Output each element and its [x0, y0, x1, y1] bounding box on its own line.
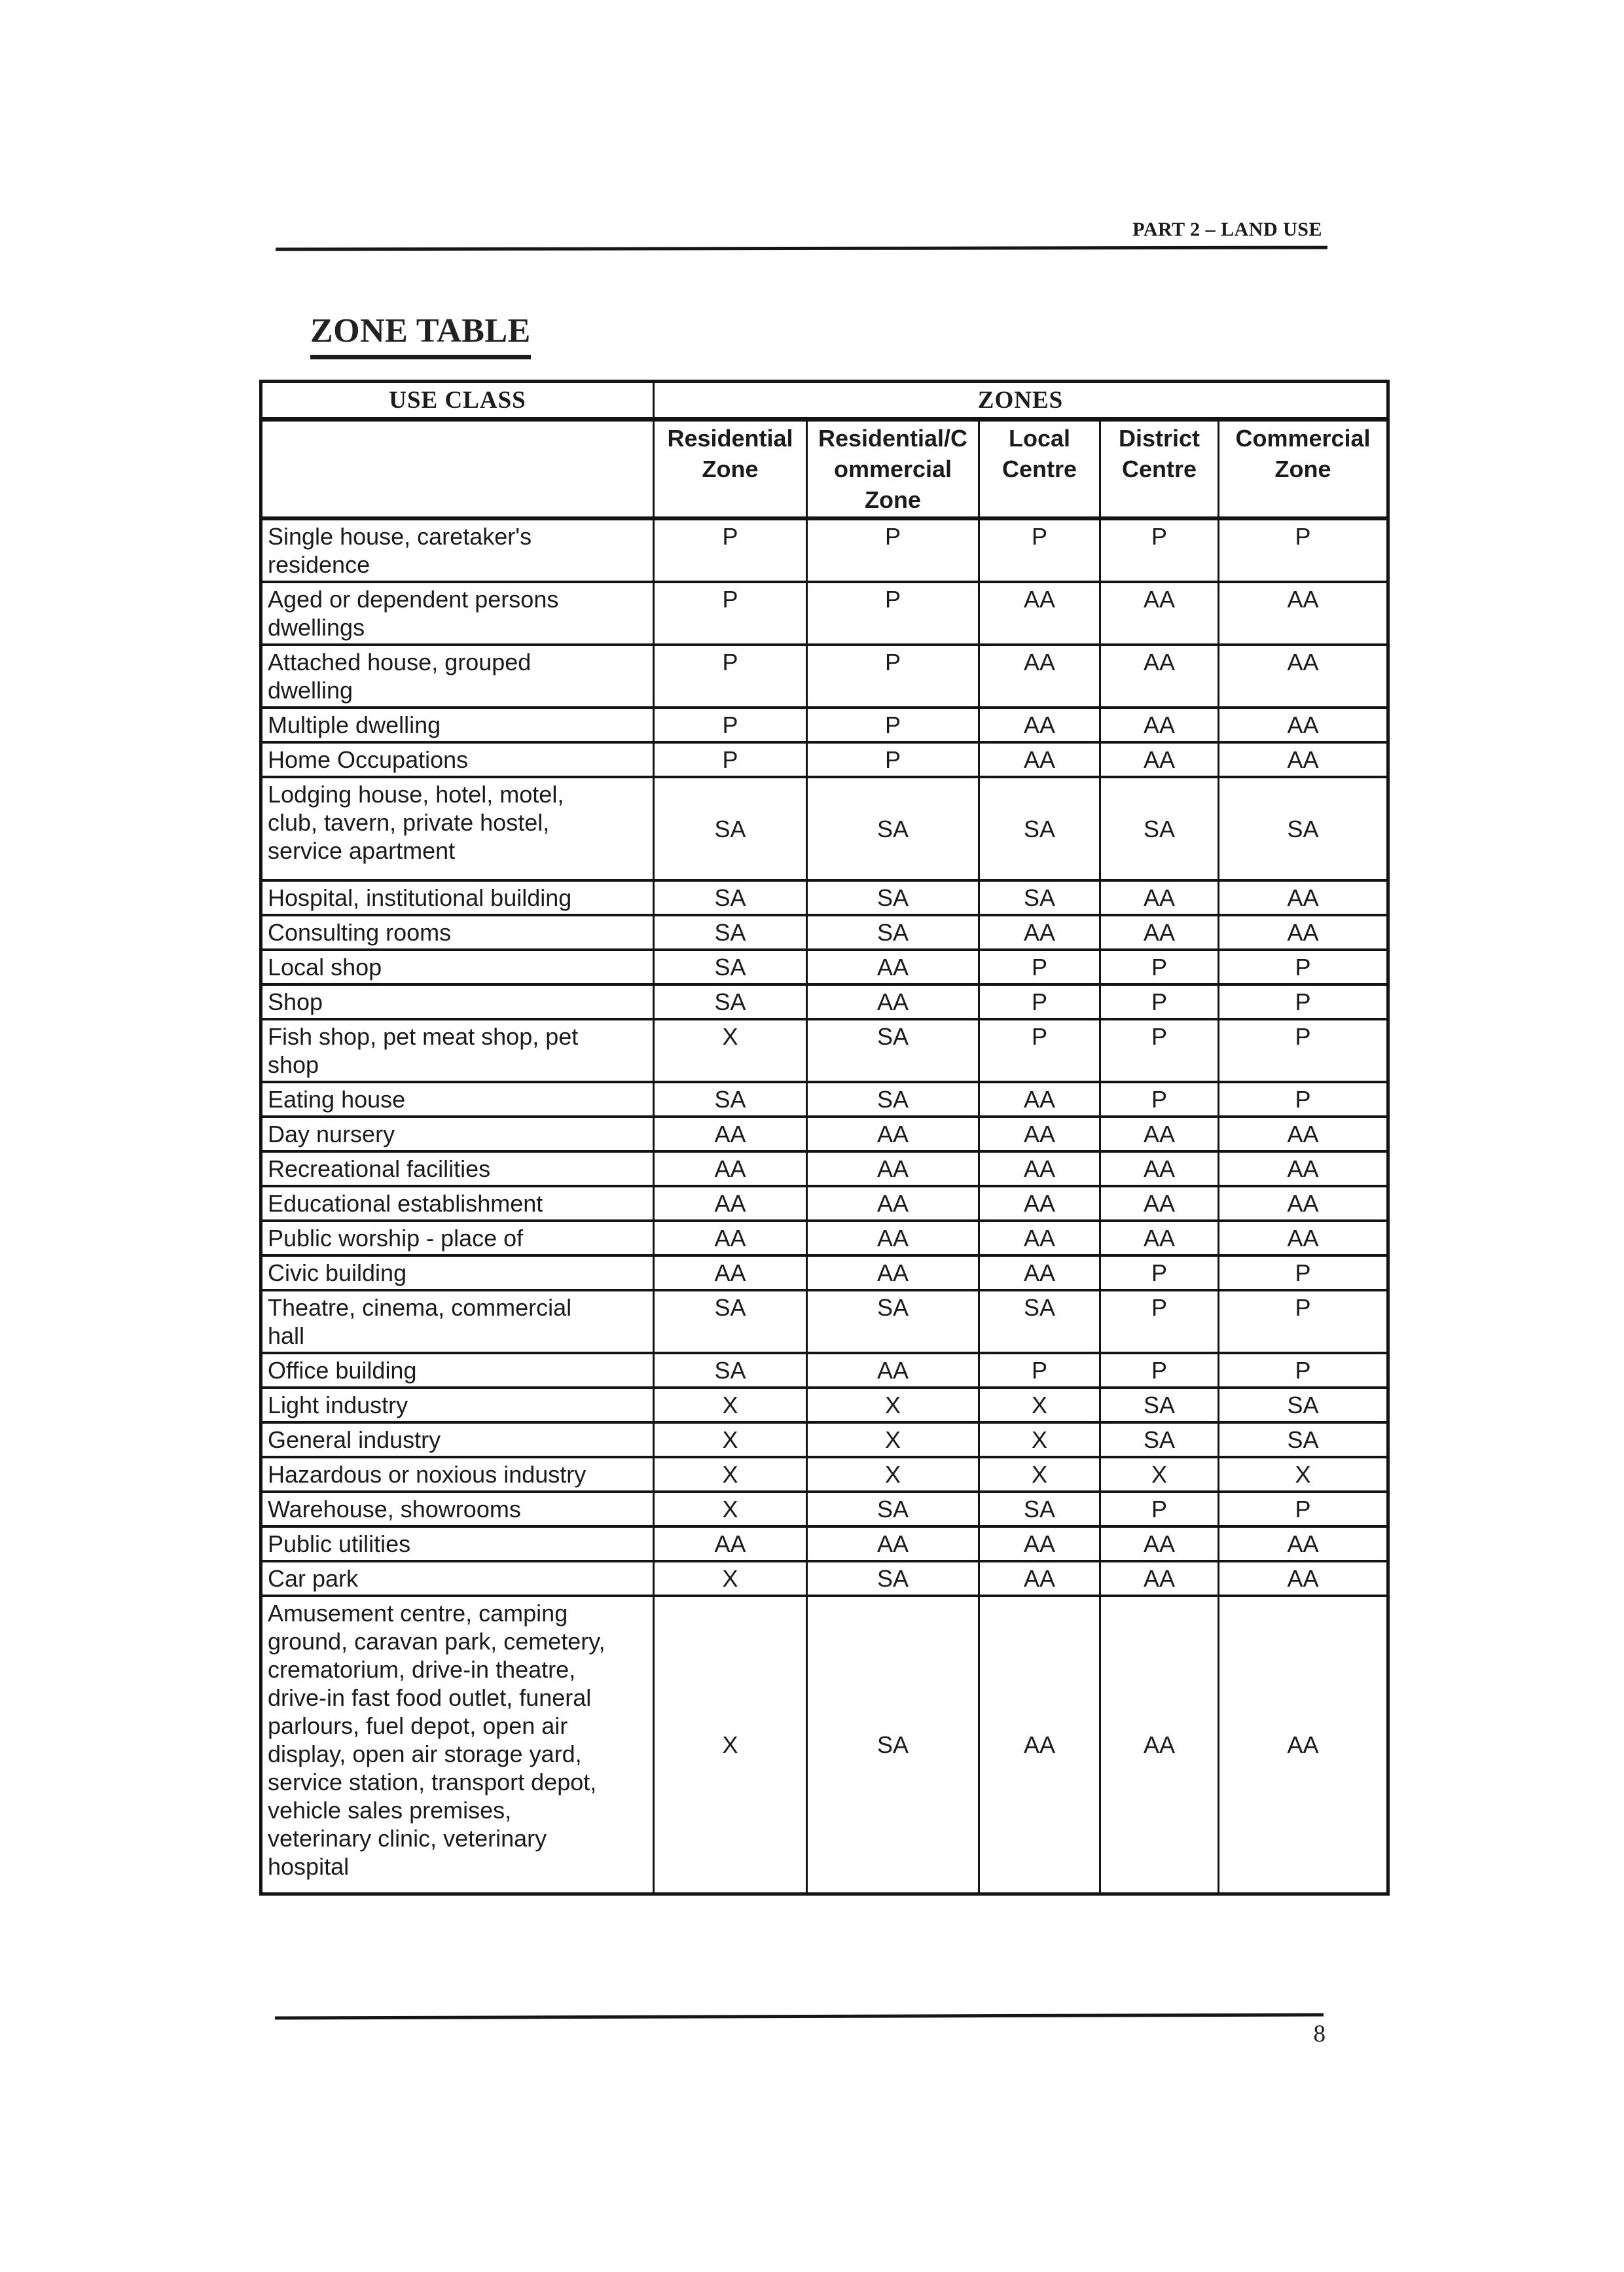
zone-value-cell: SA [807, 1492, 979, 1526]
zone-value-cell: AA [979, 645, 1100, 708]
zone-value-cell: SA [807, 1290, 979, 1353]
use-class-cell: Hazardous or noxious industry [261, 1457, 654, 1492]
table-row [261, 1117, 1388, 1151]
zone-column-header: Commercial Zone [1219, 420, 1388, 519]
zone-value-cell: AA [1100, 1561, 1219, 1596]
zone-value-cell: SA [807, 915, 979, 950]
zone-value-cell: AA [1219, 645, 1388, 708]
empty-header-cell [261, 420, 654, 519]
zone-value-cell: AA [1219, 1561, 1388, 1596]
zone-value-cell: AA [654, 1221, 807, 1255]
zone-value-cell: SA [979, 1290, 1100, 1353]
table-row [261, 1186, 1388, 1221]
zone-value-cell: P [807, 645, 979, 708]
table-row [261, 880, 1388, 915]
zone-value-cell: AA [979, 915, 1100, 950]
zone-value-cell: X [979, 1388, 1100, 1422]
use-class-cell: Consulting rooms [261, 915, 654, 950]
zone-value-cell: P [654, 708, 807, 742]
zone-value-cell: P [1100, 950, 1219, 984]
table-row [261, 645, 1388, 708]
zone-value-cell: AA [979, 1151, 1100, 1186]
use-class-cell: Local shop [261, 950, 654, 984]
zone-value-cell: AA [1100, 582, 1219, 645]
table-row [261, 742, 1388, 777]
zone-value-cell: AA [1219, 1596, 1388, 1894]
zone-value-cell: AA [1100, 880, 1219, 915]
zone-value-cell: P [979, 518, 1100, 582]
zone-value-cell: AA [1100, 915, 1219, 950]
zone-value-cell: P [1219, 1255, 1388, 1290]
zone-value-cell: AA [654, 1526, 807, 1561]
table-header-row [261, 382, 1388, 420]
zone-value-cell: X [979, 1457, 1100, 1492]
zone-value-cell: SA [1219, 777, 1388, 880]
zone-value-cell: AA [979, 582, 1100, 645]
zone-value-cell: P [1100, 518, 1219, 582]
zone-value-cell: SA [654, 950, 807, 984]
zone-value-cell: X [979, 1422, 1100, 1457]
zone-value-cell: P [1219, 518, 1388, 582]
zone-column-header: District Centre [1100, 420, 1219, 519]
use-class-cell: Hospital, institutional building [261, 880, 654, 915]
zone-value-cell: X [1219, 1457, 1388, 1492]
zone-value-cell: AA [807, 1255, 979, 1290]
zone-value-cell: P [979, 1019, 1100, 1082]
running-header: PART 2 – LAND USE [1132, 219, 1322, 240]
zone-value-cell: P [807, 708, 979, 742]
table-row [261, 582, 1388, 645]
zone-value-cell: P [1100, 1255, 1219, 1290]
zone-value-cell: AA [979, 708, 1100, 742]
zone-value-cell: AA [1219, 1151, 1388, 1186]
table-row [261, 708, 1388, 742]
zone-value-cell: AA [1219, 880, 1388, 915]
zone-value-cell: SA [807, 1561, 979, 1596]
zone-value-cell: AA [1219, 1526, 1388, 1561]
table-row [261, 1019, 1388, 1082]
zone-value-cell: P [1100, 1492, 1219, 1526]
zone-value-cell: SA [807, 777, 979, 880]
use-class-cell: Eating house [261, 1082, 654, 1117]
use-class-cell: Single house, caretaker's residence [261, 518, 654, 582]
zone-value-cell: P [1219, 1082, 1388, 1117]
zone-table [259, 380, 1390, 1896]
use-class-cell: Amusement centre, camping ground, caravan park, cemetery, crematorium, drive-in theatre, drive-in fast food outlet, funeral parlours, fuel depot, open air display, open air storage yard, service station, transport depot, vehicle sales premises, veterinary clinic, veterinary hospital [261, 1596, 654, 1894]
zone-value-cell: P [979, 1353, 1100, 1388]
use-class-cell: Educational establishment [261, 1186, 654, 1221]
use-class-cell: Multiple dwelling [261, 708, 654, 742]
zone-value-cell: SA [807, 1082, 979, 1117]
zone-value-cell: AA [1100, 742, 1219, 777]
table-row [261, 1422, 1388, 1457]
zone-value-cell: AA [807, 950, 979, 984]
zone-value-cell: AA [807, 1526, 979, 1561]
zone-value-cell: AA [979, 1526, 1100, 1561]
zone-value-cell: AA [979, 1082, 1100, 1117]
zone-value-cell: X [654, 1422, 807, 1457]
table-row [261, 1151, 1388, 1186]
table-row [261, 1561, 1388, 1596]
zone-value-cell: P [654, 645, 807, 708]
zone-value-cell: SA [654, 1290, 807, 1353]
use-class-cell: Light industry [261, 1388, 654, 1422]
use-class-cell: Recreational facilities [261, 1151, 654, 1186]
zone-value-cell: AA [1100, 1596, 1219, 1894]
use-class-cell: Day nursery [261, 1117, 654, 1151]
zone-value-cell: P [1100, 984, 1219, 1019]
zone-value-cell: AA [654, 1255, 807, 1290]
zone-value-cell: SA [654, 880, 807, 915]
zone-value-cell: SA [807, 1596, 979, 1894]
table-row [261, 1082, 1388, 1117]
zone-column-header: Residential/Commercial Zone [807, 420, 979, 519]
table-row [261, 915, 1388, 950]
zone-value-cell: SA [654, 984, 807, 1019]
use-class-cell: General industry [261, 1422, 654, 1457]
zone-value-cell: AA [1219, 708, 1388, 742]
page-title: ZONE TABLE [310, 312, 531, 359]
use-class-header: USE CLASS [261, 382, 654, 420]
table-row [261, 1596, 1388, 1894]
zone-value-cell: P [979, 984, 1100, 1019]
header-rule [276, 246, 1327, 251]
zone-value-cell: SA [654, 1082, 807, 1117]
footer-rule [275, 2013, 1324, 2019]
zone-value-cell: AA [654, 1151, 807, 1186]
use-class-cell: Aged or dependent persons dwellings [261, 582, 654, 645]
use-class-cell: Attached house, grouped dwelling [261, 645, 654, 708]
zone-value-cell: AA [1219, 1117, 1388, 1151]
zone-value-cell: P [979, 950, 1100, 984]
zone-columns-row [261, 420, 1388, 519]
zone-value-cell: AA [1100, 1526, 1219, 1561]
zone-value-cell: P [1219, 1019, 1388, 1082]
zone-value-cell: P [807, 742, 979, 777]
zone-value-cell: AA [979, 1255, 1100, 1290]
zone-value-cell: X [807, 1422, 979, 1457]
zone-value-cell: P [1100, 1353, 1219, 1388]
use-class-cell: Public utilities [261, 1526, 654, 1561]
zone-value-cell: AA [654, 1186, 807, 1221]
zone-value-cell: P [1219, 1290, 1388, 1353]
table-row [261, 518, 1388, 582]
zone-value-cell: P [1219, 984, 1388, 1019]
zone-value-cell: P [654, 742, 807, 777]
zone-value-cell: SA [979, 1492, 1100, 1526]
use-class-cell: Fish shop, pet meat shop, pet shop [261, 1019, 654, 1082]
zone-table-body [261, 518, 1388, 1894]
zone-value-cell: SA [654, 1353, 807, 1388]
zone-value-cell: X [807, 1457, 979, 1492]
zone-value-cell: X [654, 1388, 807, 1422]
zone-value-cell: AA [979, 1117, 1100, 1151]
zone-value-cell: AA [807, 1117, 979, 1151]
use-class-cell: Home Occupations [261, 742, 654, 777]
zone-value-cell: X [654, 1019, 807, 1082]
table-row [261, 1388, 1388, 1422]
table-row [261, 1492, 1388, 1526]
table-row [261, 777, 1388, 880]
zone-value-cell: SA [807, 1019, 979, 1082]
zone-value-cell: X [654, 1457, 807, 1492]
table-row [261, 950, 1388, 984]
table-row [261, 1255, 1388, 1290]
zone-value-cell: AA [979, 1596, 1100, 1894]
zone-value-cell: SA [1100, 1422, 1219, 1457]
zone-value-cell: AA [979, 742, 1100, 777]
zone-value-cell: AA [807, 984, 979, 1019]
use-class-cell: Shop [261, 984, 654, 1019]
zone-value-cell: AA [1219, 582, 1388, 645]
zone-value-cell: AA [979, 1561, 1100, 1596]
zone-value-cell: AA [1100, 1117, 1219, 1151]
zone-column-header: Local Centre [979, 420, 1100, 519]
zone-value-cell: P [1219, 1353, 1388, 1388]
use-class-cell: Office building [261, 1353, 654, 1388]
zone-value-cell: SA [979, 777, 1100, 880]
zone-value-cell: AA [1219, 1186, 1388, 1221]
zone-value-cell: X [654, 1561, 807, 1596]
zone-value-cell: SA [1100, 777, 1219, 880]
zone-value-cell: AA [654, 1117, 807, 1151]
zone-value-cell: SA [1100, 1388, 1219, 1422]
zone-value-cell: X [807, 1388, 979, 1422]
use-class-cell: Warehouse, showrooms [261, 1492, 654, 1526]
zone-value-cell: X [654, 1596, 807, 1894]
zone-value-cell: P [654, 518, 807, 582]
use-class-cell: Public worship - place of [261, 1221, 654, 1255]
zone-value-cell: AA [1100, 708, 1219, 742]
zone-value-cell: AA [1100, 1151, 1219, 1186]
use-class-cell: Civic building [261, 1255, 654, 1290]
zone-value-cell: P [1100, 1019, 1219, 1082]
table-row [261, 984, 1388, 1019]
zone-value-cell: SA [1219, 1388, 1388, 1422]
zone-value-cell: P [807, 518, 979, 582]
use-class-cell: Theatre, cinema, commercial hall [261, 1290, 654, 1353]
table-row [261, 1221, 1388, 1255]
zone-value-cell: SA [1219, 1422, 1388, 1457]
zone-value-cell: X [654, 1492, 807, 1526]
zone-value-cell: AA [1100, 1221, 1219, 1255]
zone-value-cell: P [807, 582, 979, 645]
zone-value-cell: P [1100, 1082, 1219, 1117]
zone-value-cell: SA [979, 880, 1100, 915]
zone-value-cell: SA [654, 777, 807, 880]
zone-value-cell: AA [1219, 1221, 1388, 1255]
zone-value-cell: AA [1100, 645, 1219, 708]
zone-value-cell: AA [1219, 742, 1388, 777]
zone-value-cell: X [1100, 1457, 1219, 1492]
zone-column-header: Residential Zone [654, 420, 807, 519]
zone-value-cell: AA [979, 1221, 1100, 1255]
use-class-cell: Lodging house, hotel, motel, club, tavern, private hostel, service apartment [261, 777, 654, 880]
page-number: 8 [1313, 2021, 1326, 2047]
zone-value-cell: AA [807, 1151, 979, 1186]
table-row [261, 1353, 1388, 1388]
use-class-cell: Car park [261, 1561, 654, 1596]
zone-value-cell: SA [807, 880, 979, 915]
zone-value-cell: AA [979, 1186, 1100, 1221]
table-row [261, 1526, 1388, 1561]
zone-value-cell: AA [1219, 915, 1388, 950]
zone-value-cell: P [1100, 1290, 1219, 1353]
zone-value-cell: AA [807, 1186, 979, 1221]
zone-value-cell: AA [1100, 1186, 1219, 1221]
zone-value-cell: AA [807, 1221, 979, 1255]
zone-value-cell: P [1219, 1492, 1388, 1526]
zones-header: ZONES [654, 382, 1388, 420]
table-row [261, 1457, 1388, 1492]
table-row [261, 1290, 1388, 1353]
zone-value-cell: P [654, 582, 807, 645]
zone-value-cell: SA [654, 915, 807, 950]
zone-value-cell: AA [807, 1353, 979, 1388]
zone-value-cell: P [1219, 950, 1388, 984]
